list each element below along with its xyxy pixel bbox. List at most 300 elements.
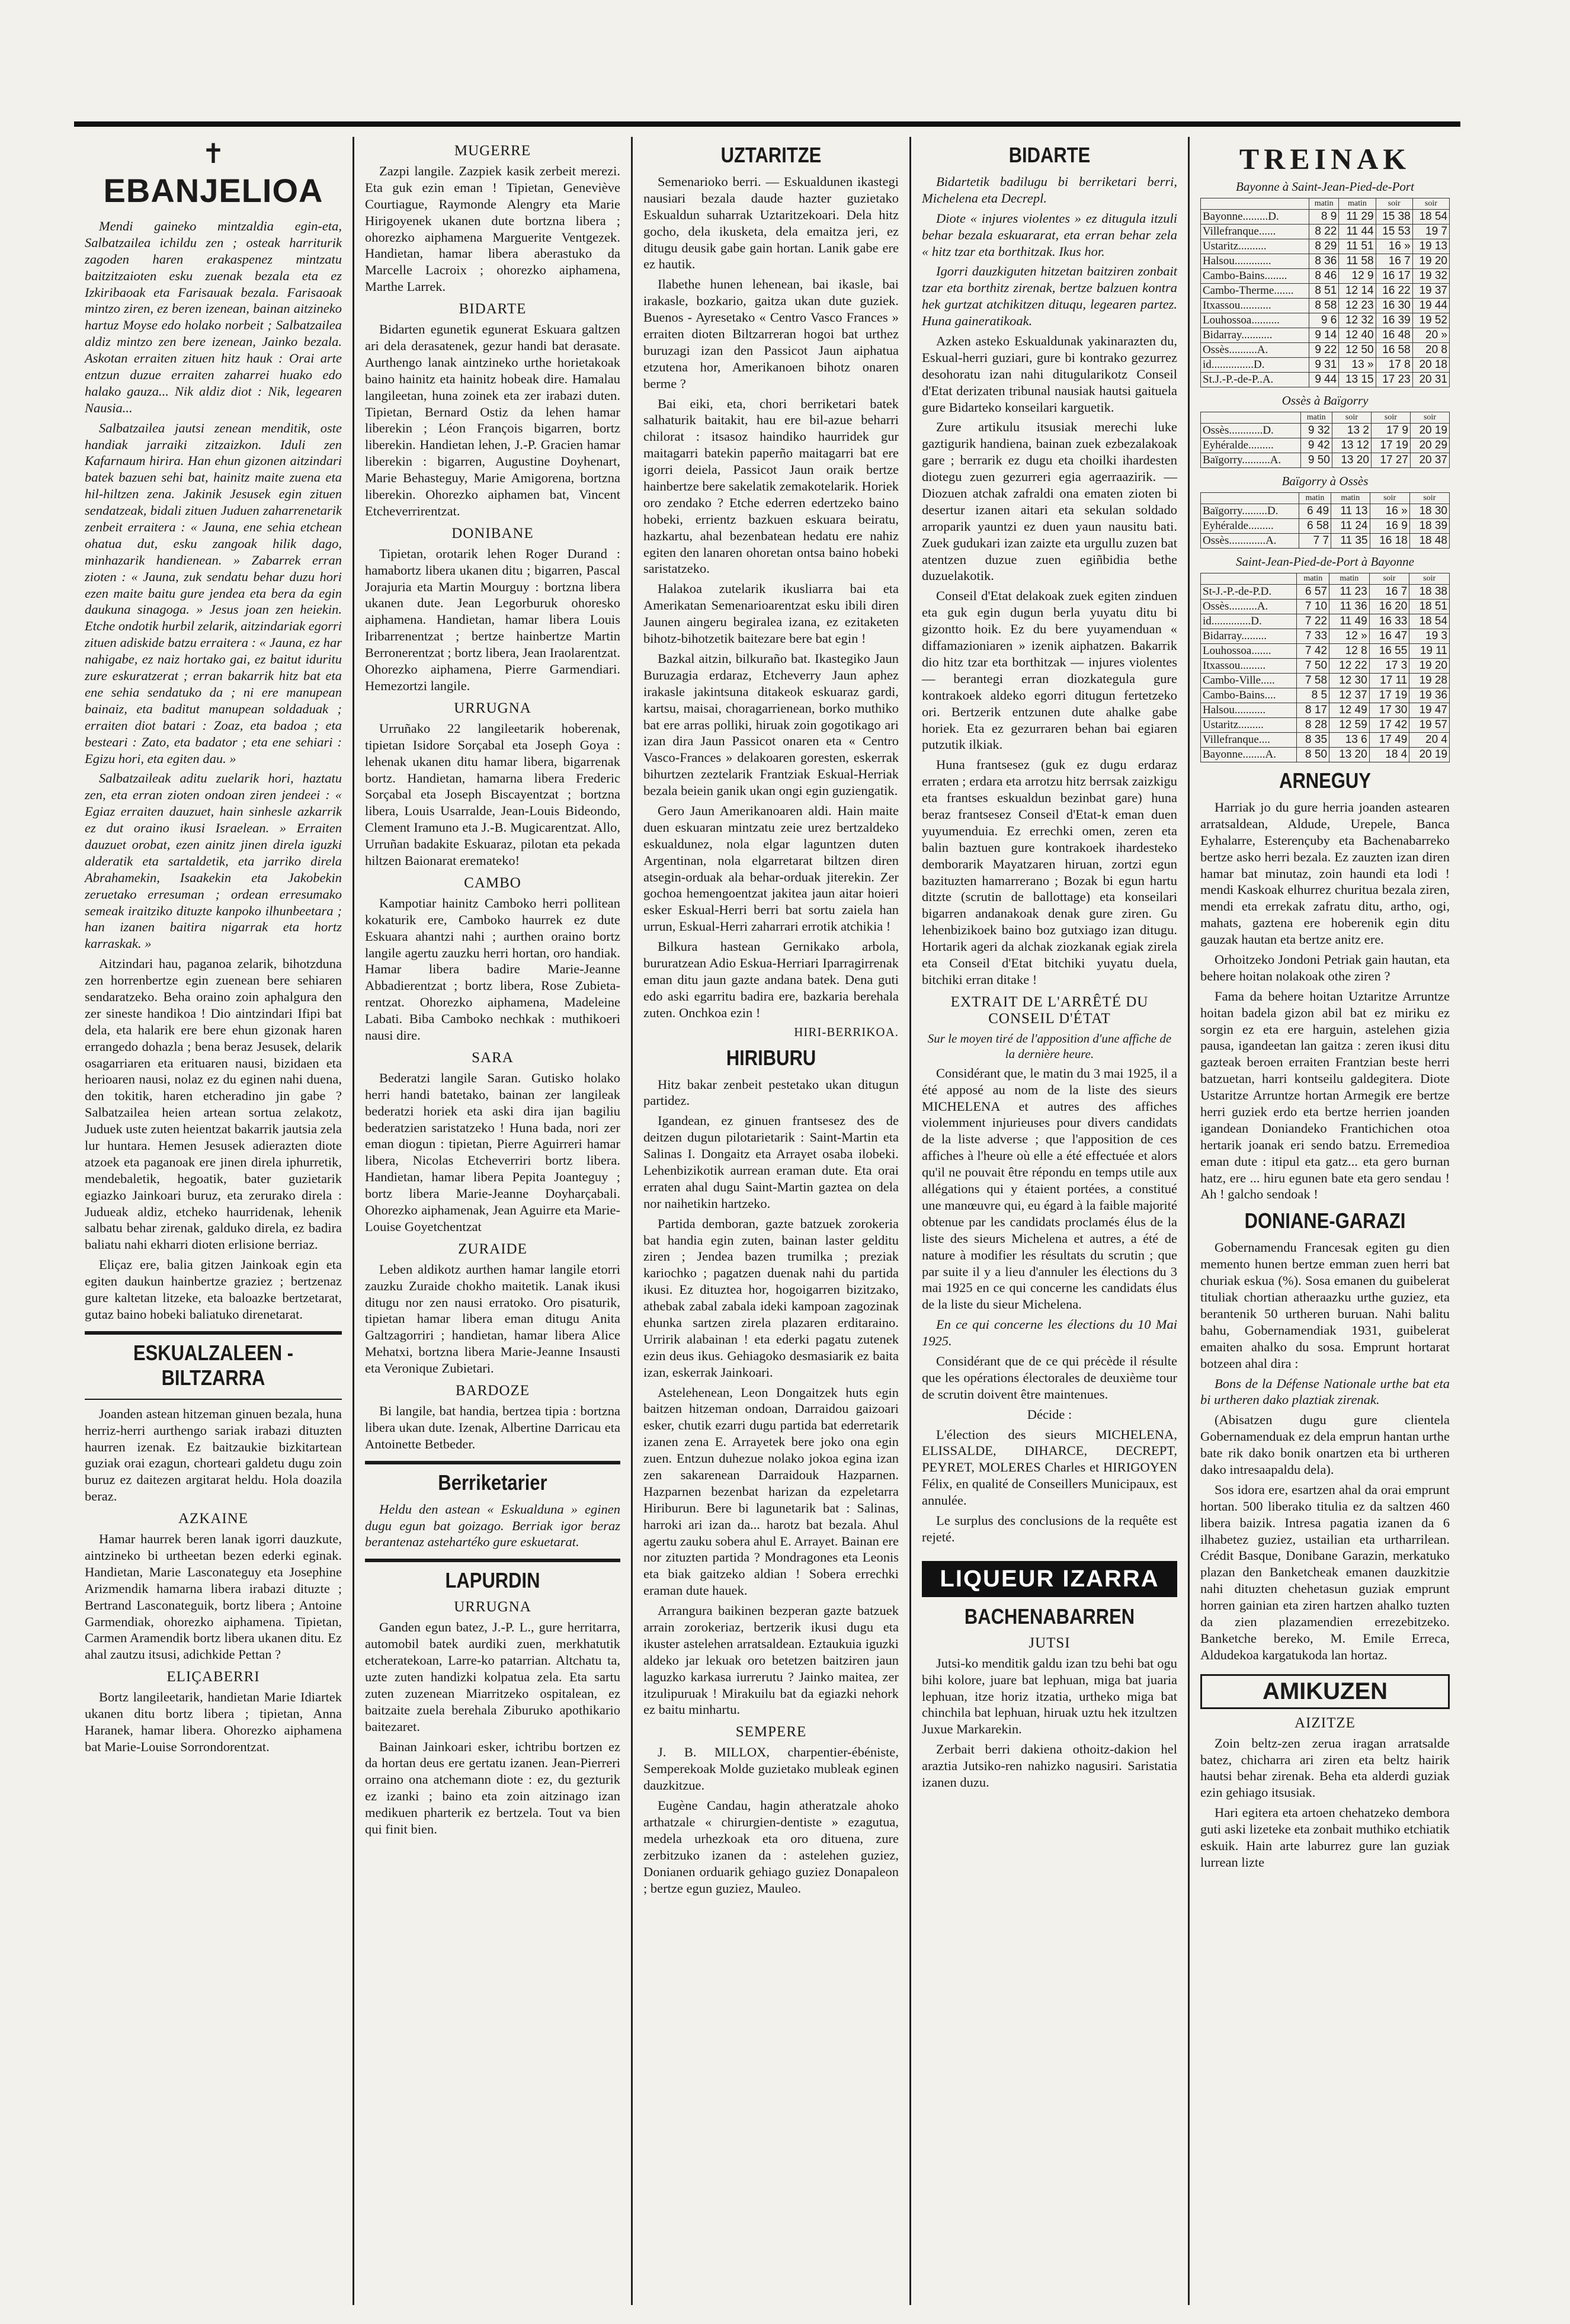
timetable-row (1201, 674, 1450, 688)
route-title: Baïgorry à Ossès (1281, 474, 1369, 488)
arneguy-paragraph: Fama da behere hoitan Uztaritze Arruntze hoitan badela gizon abil bat ez miriku ez sorgin ez eta ere harguin, astelehen gizia pausa, igandeetan lan gaitza : zeren ikusi ditu gazteak beroen erraiten Frantzian beste herri batzuetan, harri kontseilu galdegitera. Diote Ustaritze Arruntze hortan Armegik ere bertze herri guziek erdo eta bertze herrien joanden igandean Doniandeko Frantichichen otoa hertarik joanak eri sendo batzu. Erremedioa eman dute : itipul eta gatz... eta gero burnan hatz, ere ... hiru egunen bate eta gero sendau ! Ah ! galcho sendoak ! (1200, 988, 1450, 1202)
station-name: Louhossoa....... (1201, 644, 1297, 659)
departure-time: 12 37 (1329, 688, 1370, 703)
timetable-row (1201, 313, 1450, 328)
station-name: Halsou........... (1201, 703, 1297, 718)
departure-time: 7 58 (1297, 674, 1329, 688)
evangelio-paragraph: Aitzindari hau, paganoa zelarik, bihotzduna zen horrenbertze egin zuenean bere sehiaren sendaratzeko. Beha oraino zoin aphalgura den zer sineste handikoa ! Dio aintzindari Ifipi bat dela, eta halarik ere bere ehun gizonak haren errangedo dohazla ; bena beraz Jesusek, delarik osagarriaren eta erituaren nausi, bizidaen eta herioaren nausi, nolaz ez du eginen nahi duena, den tokitik, haren etcheradino jin gabe ? Salbatzailea heien artean sortua zelakotz, Juduek uste zuten heientzat bakarrik jautsia zela lur huntara. Hemen Jesusek adierazten diote atzoek eta paganoak ere jinen direla iphurretik, mendebaletik, hegoatik, bater guzietarik egiazko Jainkoari buruz, eta zerurako direla : Judueak aldiz, etcheko haurridenak, lehenik salbatu behar zirenak, galduko direla, ez badira baliatu nahi ekharri dioten erlisione berriaz. (85, 956, 342, 1252)
timetable-row (1201, 688, 1450, 703)
urrugna2-title: URRUGNA (454, 1599, 531, 1615)
uztaritze-paragraph: Bilkura hastean Gernikako arbola, bururatzean Adio Eskua-Herriari Iparragirrenak eman ditu jaun gazte andana batek. Dena guti edo aski egarritu badira ere, bazkaria berehala zuten. Onchkoa ezin ! (643, 939, 899, 1020)
doniane-paragraph: Bons de la Défense Nationale urthe bat eta bi urtheren dako plaztiak zirenak. (1200, 1376, 1450, 1408)
timetable-row (1201, 534, 1450, 549)
evangelio-paragraph: Salbatzailea jautsi zenean menditik, oste handiak jarraiki zitzaizkon. Iduli zen Kafarnaum hirira. Han ehun gizonen aitzindari batek bazuen sehi bat, hainitz maite zuena eta hil-hiltzen zena. Jakinik Jesusek egin zituen sendatzeak, bidali zituen Juduen zaharrenetarik zenbeit erraitera : « Jauna, ene sehia etchean ohatua dut, esku zangoak hilik dago, minhazarik handienean. » Zabarrek erran zioten : « Jauna, zuk sendatu behar duzu hori ezen maite baitu gure jendea eta bera da egin daukuna sinagoga. » Jesus joan zen heiekin. Etche ondotik hurbil zelarik, aitzindariak egorri zituen adiskide batzu erraitera : « Jauna, ez har nahigabe, ez naiz hortako gai, ez baitut iduritu zure eskuratzerat ; erran bakarrik hitz bat eta ene sehia sendatuko da ; ni ere manupean bainaiz, eta baditut manupean soldaduak ; erraiten diot batari : Zoaz, eta badoa ; eta besteari : Zato, eta badator ; eta ene sehiari : Egizu hori, eta egiten dau. » (85, 420, 342, 766)
zuraide-paragraph: Leben aldikotz aurthen hamar langile etorri zauzku Zuraide chokho maitetik. Lanak ikusi ditugu nor zen nausi erratoko. Oro pisaturik, tipietan hamar libera eman ditugu Anita Galtzagorriri ; handietan, hamar libera Alice Mehatxi, bortzna libera Marie-Jeanne Insausti eta Veronique Zubietari. (365, 1261, 620, 1376)
station-name: Cambo-Bains.... (1201, 688, 1297, 703)
departure-time: 11 58 (1339, 254, 1376, 269)
departure-time: 20 37 (1410, 453, 1449, 468)
doniane-paragraph: Sos idora ere, esartzen ahal da orai emprunt hortan. 500 liberako titulia ez da saltzen 460 libera baizik. Intresa pagatia izanen da 6 ilhabetez guziez, ustailian eta urtharrilean. Crédit Basque, Donibane Garazin, merkatuko plazan den Banketcheak emanen dauzkitzie nahi dituzten chehetasun guziak emprunt horren gainian eta ziren hartzen ahalko tuzten da zien plazamendien errezebitzeko. Banketche bereko, M. Emile Erreca, Aldudekoa kargatukoda lan hortaz. (1200, 1482, 1450, 1662)
timetable-row (1201, 438, 1450, 453)
timetable-row (1201, 614, 1450, 629)
departure-time: 7 7 (1299, 534, 1331, 549)
bidarte2-paragraph: Bidartetik badilugu bi berriketari berri, Michelena eta Decrepl. (922, 174, 1177, 206)
station-name: Ossès..........A. (1201, 600, 1297, 614)
station-name: Ossès..........A. (1201, 343, 1309, 358)
jutsi-paragraph: Zerbait berri dakiena othoitz-dakion hel araztia Jutsiko-ren nahizko nagusiri. Saristatia izanen duzu. (922, 1742, 1177, 1790)
sara-paragraph: Bederatzi langile Saran. Gutisko holako herri handi batetako, bainan zer langileak bederatzi horiek eta aski dira ijan bagiliu bederatzien saristatzeko ! Huna bada, nori zer eman diogun : tipietan, Pierre Aguirreri hamar libera, Nicolas Etcheverriri bortz libera. Handietan, hamar libera Pepita Joanteguy ; bortz libera Marie-Jeanne Doyharçabali. Ohorezko aiphamenak, Jean Aguirre eta Marie-Louise Goyetchentzat (365, 1070, 620, 1234)
elicaberri-title: ELIÇABERRI (166, 1669, 260, 1685)
departure-time: 16 7 (1369, 585, 1409, 600)
departure-time: 12 » (1329, 629, 1370, 644)
departure-time: 12 23 (1339, 299, 1376, 313)
doniane-paragraph: Gobernamendu Francesak egiten gu dien memento hunen bertze emman zuen herri bat churiak eskua (%). Sosa emanen du guibelerat tituliak chortian atheraazku urthe guziez, eta berantenik 50 urtheren buruan. Nahi balitu bahu, Gobernamendiak 1931, guibelerat emaiten ahalko du sosa. Emprunt hortarat botzeen ahal dira : (1200, 1240, 1450, 1371)
timetable-header-cell: matin (1297, 573, 1329, 585)
station-name: id..............D. (1201, 614, 1297, 629)
departure-time: 9 32 (1300, 424, 1332, 438)
timetable-2 (1200, 412, 1450, 468)
station-name: Itxassou........... (1201, 299, 1309, 313)
sempere-paragraph: Eugène Candau, hagin atheratzale ahoko arthatzale « chirurgien-dentiste » ezagutua, medela urhezkoak eta oro dituena, zure zerbitzuko izanen da : astelehen guziez, Donianen orduarik gehiago guziez Donapaleon ; bertze egun guziez, Mauleo. (643, 1798, 899, 1896)
departure-time: 8 35 (1297, 733, 1329, 748)
azkaine-title: AZKAINE (178, 1511, 249, 1527)
departure-time: 18 38 (1409, 585, 1450, 600)
timetable-row (1201, 733, 1450, 748)
extrait-paragraph: En ce qui concerne les élections du 10 Mai 1925. (922, 1317, 1177, 1349)
section-rule (365, 1559, 620, 1562)
station-name: Ustaritz......... (1201, 718, 1297, 733)
timetable-header-cell: soir (1410, 412, 1449, 424)
departure-time: 12 32 (1339, 313, 1376, 328)
departure-time: 6 57 (1297, 585, 1329, 600)
departure-time: 13 2 (1332, 424, 1371, 438)
evangelio-title: EBANJELIOA (103, 172, 323, 209)
departure-time: 12 40 (1339, 328, 1376, 343)
station-name: St-J.-P.-de-P.D. (1201, 585, 1297, 600)
biltzarra-title: ESKUALZALEEN - BILTZARRA (133, 1340, 294, 1390)
column-4 (909, 137, 1188, 2305)
timetable-row (1201, 269, 1450, 284)
departure-time: 19 37 (1412, 284, 1449, 299)
departure-time: 8 58 (1309, 299, 1339, 313)
sara-title: SARA (472, 1049, 514, 1066)
departure-time: 16 » (1376, 239, 1412, 254)
timetable-row (1201, 703, 1450, 718)
evangelio-paragraph: Mendi gaineko mintzaldia egin-eta, Salbatzailea ichildu zen ; osteak harriturik zagoden haren erakaspenez mintzatu baitzitzaioten esku zuenak bezala eta ez Izkiribaoak eta Farisauak bezala. Farisaoak mintzo ziren, ez beren izenean, bainan aitzineko hartuz Moyse edo holako norbeit ; Salbatzailea aldiz mintzo zen bere izenean, Jainko bezala. Askotan erraiten zituen hitz hauk : Orai arte entzun duzue erraiten zaharrei huako edo halako gauza... Nik aldiz diot : Nik, legearen Nausia... (85, 219, 342, 415)
station-name: Bidarray......... (1201, 629, 1297, 644)
departure-time: 15 38 (1376, 210, 1412, 225)
izarra-ad-logo: LIQUEUR IZARRA (922, 1561, 1177, 1597)
timetable-row (1201, 644, 1450, 659)
departure-time: 20 4 (1409, 733, 1450, 748)
section-rule (85, 1399, 342, 1400)
departure-time: 11 24 (1331, 519, 1370, 534)
timetable-header-cell: soir (1371, 412, 1410, 424)
timetable-row (1201, 358, 1450, 373)
departure-time: 17 42 (1369, 718, 1409, 733)
departure-time: 19 20 (1412, 254, 1449, 269)
station-name: Bayonne.........D. (1201, 210, 1309, 225)
departure-time: 16 48 (1376, 328, 1412, 343)
column-1 (74, 137, 353, 2305)
departure-time: 16 7 (1376, 254, 1412, 269)
timetable-row (1201, 585, 1450, 600)
extrait-subtitle: Sur le moyen tiré de l'apposition d'une affiche de la dernière heure. (927, 1031, 1172, 1061)
timetable-row (1201, 519, 1450, 534)
berriketarier-title: Berriketarier (438, 1470, 547, 1495)
columns (74, 137, 1460, 2305)
route-title: Bayonne à Saint-Jean-Pied-de-Port (1236, 179, 1414, 194)
cross-icon: ✝ (201, 139, 225, 169)
uztaritze-paragraph: Gero Jaun Amerikanoaren aldi. Hain maite duen eskuaran mintzatu zeie urez bertzaldeko eskualdunez, nola elgar laguntzen duten Argentinan, nola elgarretarat biltzen diren atsegin-orduak ala behar-orduak jiterekin. Zer gochoa hemengoentzat jakitea jaun aitar hoieri esker Eskual-Herri berri bat sortu zaiela han urrun, Eskual-Herri zaharrari errotik atchikia ! (643, 803, 899, 934)
departure-time: 8 36 (1309, 254, 1339, 269)
departure-time: 19 11 (1409, 644, 1450, 659)
mugerre-title: MUGERRE (454, 143, 531, 159)
route-title: Saint-Jean-Pied-de-Port à Bayonne (1236, 554, 1414, 569)
departure-time: 12 14 (1339, 284, 1376, 299)
timetable-header-cell: matin (1329, 573, 1370, 585)
top-rule (74, 121, 1460, 127)
cambo-paragraph: Kampotiar hainitz Camboko herri pollitean kokaturik ere, Camboko haurrek ez dute Eskuara ahantzi nahi ; aurthen oraino bortz langile agertu zauzku herri hortan, oro handiak. Hamar libera badire Marie-Jeanne Abbadierentzat ; bortz libera, Rose Zubietarentzat. Ohorezko aiphamena, Madeleine Labati. Biba Camboko nechkak : muthikoeri nausi dire. (365, 895, 620, 1043)
jutsi-paragraph: Jutsi-ko menditik galdu izan tzu behi bat ogu bihi kolore, juare bat lephuan, miga bat juaria lephuan, itze horiz itzatia, urtheko miga bat chinchila bat lephuan, hiruak uztu hek itzultzen Juxue Markarekin. (922, 1655, 1177, 1737)
station-name: Halsou............. (1201, 254, 1309, 269)
extrait-paragraph: Considérant que, le matin du 3 mai 1925, il a été apposé au nom de la liste des sieurs MICHELENA et autres des affiches violemment injurieuses pour divers candidats de la liste adverse ; que l'apposition de ces affiches à l'heure où elle a été effectuée et alors qu'il ne pouvait être répondu en temps utile aux allégations qui y étaient portées, a constitué une manœuvre qui, eu égard à la faible majorité obtenue par les candidats proclamés élus de la liste des sieurs Michelena et autres, a été de nature à modifier les résultats du scrutin ; que par suite il y a lieu d'annuler les élections du 3 mai 1925 en ce qui concerne les candidats élus de la liste du sieur Michelena. (922, 1065, 1177, 1312)
hiriburu-paragraph: Partida demboran, gazte batzuek zorokeria bat handia egin zuten, bainan laster gelditu ziren ; Jendea bazen trumilka ; preziak kariochko ; pagatzen duenak nahi du partida ikusi. Ez dituztea hor, hogoigarren bizitzako, athebak zabal zabala ideki kampoan zagozinak ehunka sartzen zirela plazaren erditaraino. Urririk alabainan ! eta ederki pagatu zutenek ezin deus ikus. Gehiagoko desmasiarik ez baita izan, eskerrak Jainkoari. (643, 1216, 899, 1380)
station-name: Eyhéralde......... (1201, 519, 1299, 534)
departure-time: 8 29 (1309, 239, 1339, 254)
evangelio-paragraph: Salbatzaileak aditu zuelarik hori, haztatu zen, eta erran zioten ondoan ziren jendeei : « Egiaz erraiten dauzuet, hain sinhesle azkarrik ez dut oraino ikusi Israelean. » Erraiten dauzuet orobat, ezen ainitz jinen direla iguzki alderatik eta sartaldetik, eta jarriko direla Abrahamekin, Isaakekin eta Jakobekin zeruetako erresuman ; ordean erresumako semeak iraitziko dituzte kanpoko ilhunbeetara ; han izanen baitira nigarrak eta hortz karraskak. » (85, 771, 342, 951)
doniane-title: DONIANE-GARAZI (1244, 1209, 1406, 1233)
departure-time: 7 10 (1297, 600, 1329, 614)
departure-time: 7 33 (1297, 629, 1329, 644)
bidarte2-paragraph: Azken asteko Eskualdunak yakinarazten du, Eskual-herri guziari, gure bi kontrako gezurrez desohoratu izan nahi ditugularikotz Conseil d'Etat derizaten tribunal nausiak hautsi gaituela gure Bidarteko konseilari karguetik. (922, 334, 1177, 415)
section-rule (85, 1331, 342, 1335)
timetable-header-cell (1201, 412, 1301, 424)
departure-time: 13 » (1339, 358, 1376, 373)
departure-time: 19 52 (1412, 313, 1449, 328)
arneguy-paragraph: Harriak jo du gure herria joanden astearen arratsaldean, Aldude, Urepele, Banca Eyhalarre, Esterençuby eta Bachenabarreko bertze asko herri bezala. Ez zauzten izan diren hamar bat minutaz, zoin haundi eta lodi ! mendi Kaskoak elhurrez churitua bezala ziren, mendi eta errekak zafratu ditu, artho, ogi, mahats, gaztena ere hoberenik egin ditu gauzak hautan eta bertze anitz ere. (1200, 800, 1450, 947)
timetable-header-cell (1201, 573, 1297, 585)
departure-time: 11 13 (1331, 504, 1370, 519)
bidarte-title: BIDARTE (459, 301, 527, 318)
departure-time: 17 8 (1376, 358, 1412, 373)
timetable-header-cell: matin (1299, 493, 1331, 504)
departure-time: 17 49 (1369, 733, 1409, 748)
bardoze-title: BARDOZE (455, 1383, 530, 1399)
departure-time: 16 39 (1376, 313, 1412, 328)
station-name: St.J.-P.-de-P..A. (1201, 373, 1309, 387)
departure-time: 20 19 (1410, 424, 1449, 438)
donibane-title: DONIBANE (451, 525, 534, 541)
station-name: Villefranque.... (1201, 733, 1297, 748)
departure-time: 16 22 (1376, 284, 1412, 299)
timetable-1 (1200, 198, 1450, 387)
departure-time: 9 44 (1309, 373, 1339, 387)
evangelio-paragraph: Eliçaz ere, balia gitzen Jainkoak egin eta egiten daukun hainbertze graziez ; bertzenaz gure kaltetan litzeke, eta baloazke bertzetarat, gutaz baino hobeki baliatuko direnetarat. (85, 1257, 342, 1322)
station-name: Cambo-Bains........ (1201, 269, 1309, 284)
urrugna2-paragraph: Ganden egun batez, J.-P. L., gure herritarra, automobil batek aurdiki zuen, merkhatutik etcheratekoan, Larre-ko patarrian. Altchatu ta, uzte zuten handizki kolpatua zela. Eta sartu zuten zuzenean Miarritzeko ospitalean, ez baitzaite zuela berehala Ziburuko apothikario baitezaret. (365, 1620, 620, 1734)
station-name: Villefranque...... (1201, 225, 1309, 239)
departure-time: 18 4 (1369, 748, 1409, 762)
departure-time: 13 12 (1332, 438, 1371, 453)
uztaritze-paragraph: Semenarioko berri. — Eskualdunen ikastegi nausiari bezala daude hazter guzietako Eskualdun suharrak Uztaritzekoari. Dela hitz gocho, dela ikusketa, dela emaitza jeri, ez ditugu deusik gabe gain hortan. Lanik gabe ere ez hautik. (643, 174, 899, 272)
urrugna2-paragraph: Bainan Jainkoari esker, ichtribu bortzen ez da hortan deus ere gertatu izanen. Jean-Pierreri orraino ona atchemann diote : ez, du gezturik ez izanki ; baino eta zoin aitzinago izan medikuen pharterik ez bertzela. Tout va bien qui finit bien. (365, 1739, 620, 1837)
column-2 (353, 137, 631, 2305)
departure-time: 16 30 (1376, 299, 1412, 313)
timetable-4 (1200, 573, 1450, 762)
departure-time: 12 8 (1329, 644, 1370, 659)
treinak-title: TREINAK (1239, 142, 1411, 175)
zuraide-title: ZURAIDE (458, 1240, 527, 1257)
newspaper-page (74, 121, 1460, 2307)
timetable-row (1201, 629, 1450, 644)
departure-time: 19 47 (1409, 703, 1450, 718)
timetable-header-cell: matin (1309, 198, 1339, 210)
departure-time: 6 58 (1299, 519, 1331, 534)
station-name: Itxassou......... (1201, 659, 1297, 674)
uztaritze-paragraph: Ilabethe hunen lehenean, bai ikasle, bai irakasle, bozkario, gaitza ukan dute guziek. Buenos - Ayresetako « Centro Vasco Frances » erraiten dioten Biltzarreran hogoi bat urthez buruzagi izan den Passicot Jaun aiphatua etzutena hor, Amerikanoen bihotz onaren berme ? (643, 277, 899, 391)
timetable-header-cell: soir (1412, 198, 1449, 210)
departure-time: 17 9 (1371, 424, 1410, 438)
sempere-title: SEMPERE (735, 1724, 807, 1740)
departure-time: 11 23 (1329, 585, 1370, 600)
station-name: Bidarray........... (1201, 328, 1309, 343)
departure-time: 12 30 (1329, 674, 1370, 688)
uztaritze-title: UZTARITZE (720, 143, 822, 167)
timetable-row (1201, 600, 1450, 614)
station-name: Bayonne........A. (1201, 748, 1297, 762)
departure-time: 7 42 (1297, 644, 1329, 659)
biltzarra-paragraph: Joanden astean hitzeman ginuen bezala, huna herriz-herri aurthengo sariak irabazi dituzten haurren izenak. Ez baitzaukie bizkitartean guziak orai ezagun, chorteari galdetu dugu zoin buruz ez daitezen argitarat heldu. Hola doazila beraz. (85, 1406, 342, 1504)
departure-time: 9 6 (1309, 313, 1339, 328)
donibane-paragraph: Tipietan, orotarik lehen Roger Durand : hamabortz libera ukanen ditu ; bigarren, Pascal Jorajuria eta Martin Mourguy : bortzna libera ukanen dute. Jean Legorburuk ohoresko aiphamena. Handietan, hamar libera Louis Iribarrenentzat ; bertze hainbertze Martin Berronerentzat ; bortz libera, Jean Iraolarentzat. Ohorezko aiphamena, Pierre Garmendiari. Hemezortzi langile. (365, 546, 620, 693)
departure-time: 16 33 (1369, 614, 1409, 629)
departure-time: 17 30 (1369, 703, 1409, 718)
departure-time: 6 49 (1299, 504, 1331, 519)
departure-time: 16 47 (1369, 629, 1409, 644)
timetable-row (1201, 504, 1450, 519)
signature: HIRI-BERRIKOA. (794, 1024, 899, 1039)
uztaritze-paragraph: Bai eiki, eta, chori berriketari batek salhaturik baitakit, hau ere bil-azue beharri chilorat : itsasoz haindiko haurridek gur maitagarri batekin paperño maitagarri bat ere igorri deiela, Passicot Jaun oraik bertze hainbertze bere sakelatik zemakotelarik. Horiek oro zendako ? Etche ederren edertzeko baino hobeki, errientz bazkuen eskuara beiratu, hazkartu, ahal bezenbatean hedatu ere nahiz egiten den lanaren ohoretan ontsa baino hobeki saristatzeko. (643, 396, 899, 576)
timetable-header-cell: soir (1409, 493, 1449, 504)
timetable-header-cell: soir (1409, 573, 1450, 585)
timetable-row (1201, 225, 1450, 239)
departure-time: 18 39 (1409, 519, 1449, 534)
timetable-row (1201, 210, 1450, 225)
timetable-row (1201, 254, 1450, 269)
departure-time: 8 28 (1297, 718, 1329, 733)
departure-time: 18 54 (1409, 614, 1450, 629)
station-name: Cambo-Therme....... (1201, 284, 1309, 299)
amikuzen-title: AMIKUZEN (1200, 1674, 1450, 1709)
departure-time: 18 54 (1412, 210, 1449, 225)
departure-time: 19 57 (1409, 718, 1450, 733)
departure-time: 8 22 (1309, 225, 1339, 239)
urrugna-title: URRUGNA (454, 700, 531, 716)
departure-time: 16 17 (1376, 269, 1412, 284)
departure-time: 17 19 (1369, 688, 1409, 703)
uztaritze-paragraph: Bazkal aitzin, bilkuraño bat. Ikastegiko Jaun Buruzagia erdaraz, Etcheverry Jaun aphez irakasle jakintsuna ditakeok eskuaraz gardi, kartsu, maisai, choragarrienean, borko muthiko bat ere arras polliki, hiruak zoin gogotikago ari izan dira Jaun Passicot onaren eta « Centro Vasco-Frances » delakoaren goresten, eskerrak bihurtzen zeztelarik Frantziak Eskual-Herriak bezala beiein ganik ukan ongi egin guziengatik. (643, 650, 899, 799)
bidarte2-paragraph: Zure artikulu itsusiak merechi luke gaztigurik handiena, bainan zuek ezbezalakoak gare ; berrarik ez dugu eta choilki ihardesten diotegu zuen gezurreri egia agerraazirik. — Diozuen atchak zafraldi ona ematen zioten bi desertur izanen aitari eta sekulan soldado arroparik yauntzi ez duen yaun nausitu bati. Zuek gudukari izan zaizte eta urgullu zuzen bat atentzen duzue zuen egiñbidia bethe duzuelakotik. (922, 419, 1177, 584)
departure-time: 9 50 (1300, 453, 1332, 468)
departure-time: 13 6 (1329, 733, 1370, 748)
departure-time: 20 29 (1410, 438, 1449, 453)
departure-time: 8 9 (1309, 210, 1339, 225)
sempere-paragraph: J. B. MILLOX, charpentier-ébéniste, Semperekoak Molde guzietako mubleak eginen dauzkitzue. (643, 1745, 899, 1793)
departure-time: 12 50 (1339, 343, 1376, 358)
timetable-3 (1200, 492, 1450, 549)
timetable-row (1201, 424, 1450, 438)
departure-time: 9 31 (1309, 358, 1339, 373)
doniane-paragraph: (Abisatzen dugu gure clientela Gobernamenduak ez dela emprun hantan urthe bate rik dako bonik onartzen eta bi urtheren dako intresaapaldu dela). (1200, 1412, 1450, 1477)
departure-time: 9 22 (1309, 343, 1339, 358)
timetable-header-cell: matin (1339, 198, 1376, 210)
departure-time: 8 46 (1309, 269, 1339, 284)
section-rule (365, 1461, 620, 1464)
aizitze-title: AIZITZE (1295, 1714, 1356, 1731)
departure-time: 12 59 (1329, 718, 1370, 733)
bardoze-paragraph: Bi langile, bat handia, bertzea tipia : bortzna libera ukan dute. Izenak, Albertine Darricau eta Antoinette Betbeder. (365, 1403, 620, 1451)
station-name: Ossès.............A. (1201, 534, 1299, 549)
bidarte2-paragraph: Conseil d'Etat delakoak zuek egiten zinduen eta guk egin dugun berla yuyatu ditu bi gizontto hoik. Ez du bere yuyamenduan « diffamazioniaren » izenik aiphatzen. Bakarrik dio hitz tzar eta borthitzak — injures violentes — berantegi erran diozkategula gure kontrakoek aldeko egorri ditugun fertetzeko ori. Bertzerik entzunen dute ahalke gabe horiek. Eta ez gezurraren behan bai egiaren putzutik ilkiak. (922, 588, 1177, 752)
departure-time: 12 22 (1329, 659, 1370, 674)
timetable-header-cell: matin (1300, 412, 1332, 424)
extrait-paragraph: L'élection des sieurs MICHELENA, ELISSALDE, DIHARCE, DECREPT, PEYRET, MOLERES Charles et HIRIGOYEN Félix, en qualité de Conseillers Municipaux, est annulée. (922, 1427, 1177, 1508)
timetable-header-cell: soir (1369, 573, 1409, 585)
departure-time: 7 22 (1297, 614, 1329, 629)
departure-time: 19 13 (1412, 239, 1449, 254)
berriketarier-paragraph: Heldu den astean « Eskualduna » eginen dugu egun bat goizago. Berriak igor beraz berantenaz astehartéko gure eskuetarat. (365, 1501, 620, 1550)
arneguy-title: ARNEGUY (1279, 768, 1371, 793)
timetable-header-cell (1201, 493, 1299, 504)
departure-time: 15 53 (1376, 225, 1412, 239)
departure-time: 7 50 (1297, 659, 1329, 674)
station-name: id...............D. (1201, 358, 1309, 373)
departure-time: 19 28 (1409, 674, 1450, 688)
aizitze-paragraph: Hari egitera eta artoen chehatzeko dembora guti aski lizeteke eta zonbait muthiko etchiatik eskuik. Hain arte laburrez gure lan guziak lurrean lizte (1200, 1805, 1450, 1870)
timetable-row (1201, 328, 1450, 343)
departure-time: 9 42 (1300, 438, 1332, 453)
extrait-title: EXTRAIT DE L'ARRÊTÉ DU CONSEIL D'ÉTAT (950, 993, 1149, 1027)
hiriburu-title: HIRIBURU (726, 1045, 816, 1070)
departure-time: 19 3 (1409, 629, 1450, 644)
departure-time: 19 36 (1409, 688, 1450, 703)
departure-time: 11 29 (1339, 210, 1376, 225)
hiriburu-paragraph: Arrangura baikinen bezperan gazte batzuek arrain zorokeriaz, bertzerik ikusi dugu eta ikuster astelehen arratsaldean. Eztaukuia iguzki aldeko jar lekuak oro betetzen baitziren jaun laguzko karkasa iurrerutu ? Jainko maitea, zer itzulipuruak ! Mirakuilu bat da egiazki nehork ez baitu minhartu. (643, 1603, 899, 1717)
departure-time: 19 32 (1412, 269, 1449, 284)
departure-time: 18 30 (1409, 504, 1449, 519)
timetable-header-cell: matin (1331, 493, 1370, 504)
departure-time: 13 15 (1339, 373, 1376, 387)
timetable-row (1201, 299, 1450, 313)
timetable-row (1201, 718, 1450, 733)
bidarte2-title: BIDARTE (1008, 143, 1091, 167)
departure-time: 13 20 (1329, 748, 1370, 762)
timetable-row (1201, 453, 1450, 468)
timetable-header-cell: soir (1376, 198, 1412, 210)
departure-time: 8 51 (1309, 284, 1339, 299)
departure-time: 17 23 (1376, 373, 1412, 387)
departure-time: 12 9 (1339, 269, 1376, 284)
departure-time: 18 48 (1409, 534, 1449, 549)
timetable-row (1201, 284, 1450, 299)
cambo-title: CAMBO (464, 874, 521, 891)
timetable-header-cell (1201, 198, 1309, 210)
departure-time: 11 35 (1331, 534, 1370, 549)
aizitze-paragraph: Zoin beltz-zen zerua iragan arratsalde batez, chicharra ari ziren eta beltz hairik hautsi behar zirenak. Beha eta alderdi guziak ezin gehiago itsusiak. (1200, 1735, 1450, 1800)
station-name: Ossès............D. (1201, 424, 1301, 438)
hiriburu-paragraph: Astelehenean, Leon Dongaitzek huts egin baitzen hitzeman ondoan, Darraidou gaizoari esker, chutik ezarri dugu partida bat ederretarik izanen zena E. Arrayetek bere joko ona egin zuen. Entzun duhezue nolako jokoa egina izan zen sakarenean Darraidouk Hazparnen. Hazparnen bezenbat harizan da ezpeletarra Hiriburun. Bere bi lagunetarik bat : Salinas, harroki ari izan da... harotz bat bezala. Ahul agertu zauku sobera ahul E. Arrayet. Bainan ere nor zituzten partida ? Mondragones eta Leonis eta biak gaitzeko aldian ! Sobera errechki eraman dute hauek. (643, 1384, 899, 1598)
departure-time: 19 44 (1412, 299, 1449, 313)
timetable-row (1201, 748, 1450, 762)
departure-time: 19 20 (1409, 659, 1450, 674)
departure-time: 16 9 (1370, 519, 1409, 534)
azkaine-paragraph: Hamar haurrek beren lanak igorri dauzkute, aintzineko bi urtheetan bezen ederki eginak. Handietan, Marie Lasconateguy eta Josephine Arizmendik hamarna libera irabazi dituzte ; Bertrand Lasconateguik, bortz libera ; Antoine Garmendiak, ohorezko aiphamena. Tipietan, Carmen Aramendik bortz libera ukanen ditu. Ez ahal zautzu itsusi, adichkide Pettan ? (85, 1531, 342, 1662)
timetable-header-cell: soir (1370, 493, 1409, 504)
departure-time: 11 44 (1339, 225, 1376, 239)
departure-time: 12 49 (1329, 703, 1370, 718)
extrait-decide: Décide : (1027, 1406, 1072, 1422)
hiriburu-paragraph: Igandean, ez ginuen frantsesez des de deitzen dugun pilotarietarik : Saint-Martin eta Salinas I. Dongaitz eta Arrayet osaba ilobeki. Lehenbizikotik aurrean eraman dute. Eta orai erraten ahal dugu Saint-Martin gaztea on dela nor naihetikin hartzeko. (643, 1113, 899, 1211)
departure-time: 20 18 (1412, 358, 1449, 373)
extrait-paragraph: Considérant que de ce qui précède il résulte que les opérations électorales de deuxième tour de scrutin doivent être maintenues. (922, 1353, 1177, 1402)
departure-time: 8 5 (1297, 688, 1329, 703)
departure-time: 17 27 (1371, 453, 1410, 468)
departure-time: 16 58 (1376, 343, 1412, 358)
departure-time: 13 20 (1332, 453, 1371, 468)
departure-time: 20 31 (1412, 373, 1449, 387)
departure-time: 20 8 (1412, 343, 1449, 358)
elicaberri-paragraph: Bortz langileetarik, handietan Marie Idiartek ukanen ditu bortz libera ; tipietan, Anna Haranek, hamar libera. Ohorezko aiphamena bat Marie-Louise Sorrondorentzat. (85, 1690, 342, 1754)
departure-time: 16 55 (1369, 644, 1409, 659)
station-name: Eyhéralde......... (1201, 438, 1301, 453)
extrait-paragraph: Le surplus des conclusions de la requête est rejeté. (922, 1512, 1177, 1544)
timetable-row (1201, 343, 1450, 358)
departure-time: 8 50 (1297, 748, 1329, 762)
station-name: Baïgorry..........A. (1201, 453, 1301, 468)
departure-time: 20 19 (1409, 748, 1450, 762)
uztaritze-paragraph: Halakoa zutelarik ikusliarra bai eta Amerikatan Semenarioarentzat esku ibili diren Jaunen aingeru begiralea izana, ez ezitaketen bihotz-bihotzetik baitezare bere bat egin ! (643, 581, 899, 646)
mugerre-paragraph: Zazpi langile. Zazpiek kasik zerbeit merezi. Eta guk ezin eman ! Tipietan, Geneviève Courtiague, Raymonde Alengry eta Marie Hirigoyenek ukanen dute bortzna libera ; ohorezko aiphamena Marguerite Ventgezek. Handietan, hamar libera aberastuko da Marcelle Lacroix ; ohorezko aiphamena, Marthe Larrek. (365, 164, 620, 294)
departure-time: 11 36 (1329, 600, 1370, 614)
departure-time: 11 51 (1339, 239, 1376, 254)
departure-time: 16 » (1370, 504, 1409, 519)
station-name: Ustaritz.......... (1201, 239, 1309, 254)
departure-time: 17 3 (1369, 659, 1409, 674)
departure-time: 20 » (1412, 328, 1449, 343)
lapurdin-title: LAPURDIN (445, 1568, 540, 1593)
bidarte2-paragraph: Igorri dauzkiguten hitzetan baitziren zonbait tzar eta borthitz zirenak, bertze balzuen kontra hek gurtzat atchikitzen dituqu, legearen partez. Huna gaineratikoak. (922, 264, 1177, 329)
hiriburu-paragraph: Hitz bakar zenbeit pestetako ukan ditugun partidez. (643, 1076, 899, 1108)
departure-time: 18 51 (1409, 600, 1450, 614)
station-name: Baïgorry.........D. (1201, 504, 1299, 519)
timetable-row (1201, 659, 1450, 674)
departure-time: 8 17 (1297, 703, 1329, 718)
column-5 (1188, 137, 1460, 2305)
column-3 (631, 137, 909, 2305)
departure-time: 11 49 (1329, 614, 1370, 629)
bidarte2-paragraph: Huna frantsesez (guk ez dugu erdaraz erraten ; erdara eta arrotzu hitz berrsak zaizkigu eta frantses eskualdun bezinbat gare) huna beraz frantsesez Conseil d'Etat-k eman duen yuyumenduia. Ez errechki omen, zeren eta balin baztuen gure kontrakoek ihardesteko demborarik Mayatzaren hiruan, zortzi egun bazituzten hamarrerano ; Bozak bi egun hartu ditzte (scrutin de ballottage) eta konseilari bigarren andanakoak denak gure ziren. Gu lehenbizikoek baino boz gutxiago izan ditugu. Hortarik ageri da alchak ziozkanak egiak zirela eta Conseil d'Etat bitchiki yuyatu duela, bitchiki erran ditake ! (922, 757, 1177, 987)
departure-time: 17 11 (1369, 674, 1409, 688)
departure-time: 16 20 (1369, 600, 1409, 614)
departure-time: 17 19 (1371, 438, 1410, 453)
departure-time: 16 18 (1370, 534, 1409, 549)
urrugna-paragraph: Urruñako 22 langileetarik hoberenak, tipietan Isidore Sorçabal eta Joseph Goya : lehenak ukanen ditu hamar libera, bigarrenak bortz. Handietan, hamarna libera Frederic Sorçabal eta Joseph Biscayentzat ; bortzna libera, Louis Usarralde, Jean-Louis Bideondo, Clement Iramuno eta J.-B. Mugicarentzat. Allo, Urruñan badakite Eskuaraz, pilotan eta pekada hiltzen Baionarat erematekoǃ (365, 720, 620, 868)
timetable-header-cell: soir (1332, 412, 1371, 424)
arneguy-paragraph: Orhoitzeko Jondoni Petriak gain hautan, eta behere hoitan nolakoak othe ziren ? (1200, 952, 1450, 983)
timetable-row (1201, 239, 1450, 254)
station-name: Louhossoa.......... (1201, 313, 1309, 328)
bidarte-paragraph: Bidarten egunetik egunerat Eskuara galtzen ari dela derasatenek, gezur handi bat derasate. Aurthengo lanak aintzineko urthe horietakoak baino hainitz eta hainitz hobeak dire. Hamalau langileetan, huna zoinek eta zer irabazi duten. Tipietan, Bernard Ostiz da lehen hamar liberekin ; Léon François bigarren, bortz liberekin. Handietan lehen, J.-P. Gracien hamar liberekin : bigarren, Augustine Doyhenart, Marie Behasteguy, Marie Amigorena, bortzna liberekin. Ohorezko aiphamen bat, Vincent Etcheverrirentzat. (365, 322, 620, 518)
